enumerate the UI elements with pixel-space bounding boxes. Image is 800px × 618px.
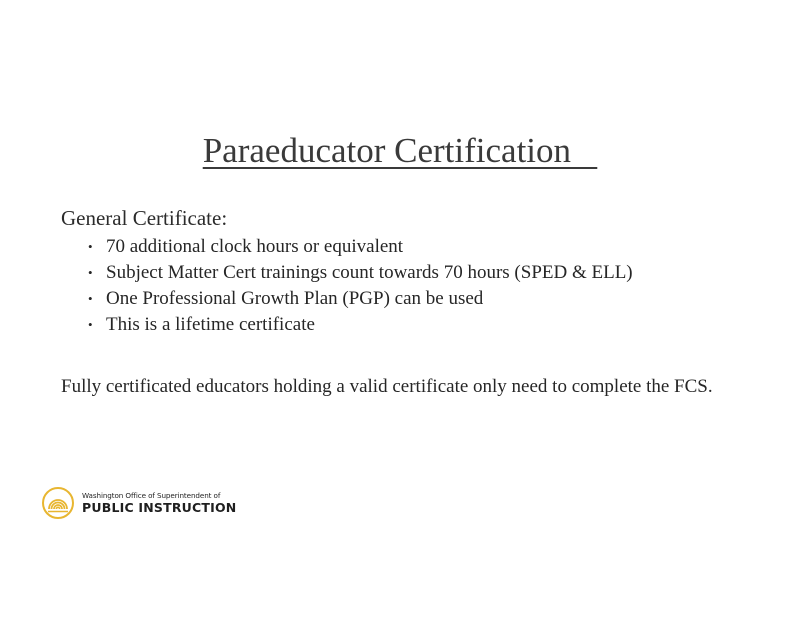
bullet-icon: • bbox=[88, 291, 93, 306]
bullet-icon: • bbox=[88, 317, 93, 332]
bullet-icon: • bbox=[88, 239, 93, 254]
logo-small-text: Washington Office of Superintendent of bbox=[82, 491, 221, 500]
ospi-logo bbox=[42, 487, 236, 519]
list-item bbox=[88, 312, 633, 338]
slide-title-text: Paraeducator Certification bbox=[202, 131, 598, 170]
ospi-seal-icon bbox=[42, 487, 74, 519]
logo-big-text: PUBLIC INSTRUCTION bbox=[82, 500, 237, 515]
list-item bbox=[88, 234, 633, 260]
note-paragraph: Fully certificated educators holding a valid certificate only need to complete the FCS. bbox=[61, 376, 713, 397]
logo-wordmark bbox=[82, 491, 236, 515]
list-item-text: Subject Matter Cert trainings count towards 70 hours (SPED & ELL) bbox=[106, 262, 633, 283]
section-heading: General Certificate: bbox=[61, 206, 228, 230]
list-item bbox=[88, 260, 633, 286]
bullet-list bbox=[88, 234, 633, 338]
slide-title bbox=[0, 130, 800, 172]
list-item bbox=[88, 286, 633, 312]
bullet-icon: • bbox=[88, 265, 93, 280]
list-item-text: This is a lifetime certificate bbox=[106, 314, 315, 335]
list-item-text: One Professional Growth Plan (PGP) can be used bbox=[106, 288, 484, 309]
list-item-text: 70 additional clock hours or equivalent bbox=[106, 236, 404, 257]
